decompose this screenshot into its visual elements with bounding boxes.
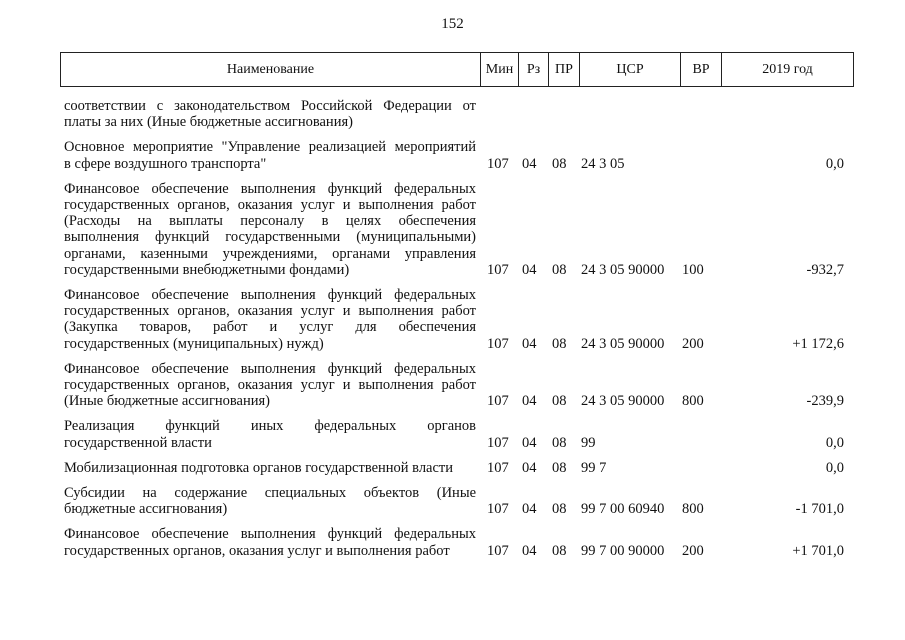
min-cell: 107 [487,542,509,559]
pr-cell: 08 [552,542,567,559]
csr-cell: 24 3 05 90000 [581,393,665,410]
row-name-line: государственных органов, оказания услуг и выполнения работ [64,542,450,559]
vr-cell: 100 [682,261,704,278]
pr-cell: 08 [552,501,567,518]
header-name: Наименование [61,53,481,87]
amount-cell: 0,0 [825,459,844,476]
row-name-line: государственными внебюджетными фондами) [64,261,350,278]
csr-cell: 24 3 05 90000 [581,261,665,278]
rz-cell: 04 [522,434,537,451]
pr-cell: 08 [552,459,567,476]
row-name-line: соответствии с законодательством Российской Федерации от [64,98,476,114]
csr-cell: 99 7 00 60940 [581,501,665,518]
amount-cell: 0,0 [825,434,844,451]
row-name-line: (Закупка товаров, работ и услуг для обеспечения [64,319,476,336]
row-name-line: (Иные бюджетные ассигнования) [64,393,271,410]
min-cell: 107 [487,393,509,410]
rz-cell: 04 [522,459,537,476]
row-name-line: органами, казенными учреждениями, органами управления [64,245,476,262]
table-row [60,139,854,171]
pr-cell: 08 [552,261,567,278]
amount-cell: +1 701,0 [792,542,844,559]
pr-cell: 08 [552,393,567,410]
row-name-line: платы за них (Иные бюджетные ассигнования) [64,114,353,131]
row-name-line: государственных органов, оказания услуг и выполнения работ [64,377,476,394]
csr-cell: 24 3 05 [581,155,625,172]
row-name-line: Финансовое обеспечение выполнения функций федеральных [64,287,476,304]
vr-cell: 800 [682,393,704,410]
row-name-line: выполнения функций государственными (муниципальными) [64,229,476,246]
rz-cell: 04 [522,393,537,410]
table-header [60,52,854,87]
min-cell: 107 [487,501,509,518]
table-row [60,418,854,450]
vr-cell: 800 [682,501,704,518]
budget-table-body [60,98,854,568]
row-name-line: Мобилизационная подготовка органов государственной власти [64,459,454,476]
csr-cell: 99 [581,434,596,451]
table-row [60,526,854,558]
page-number: 152 [441,16,464,32]
min-cell: 107 [487,434,509,451]
csr-cell: 99 7 00 90000 [581,542,665,559]
vr-cell: 200 [682,542,704,559]
header-year: 2019 год [722,53,854,87]
row-name-line: государственных органов, оказания услуг и выполнения работ [64,197,476,214]
csr-cell: 99 7 [581,459,607,476]
row-name-line: государственных органов, оказания услуг и выполнения работ [64,303,476,320]
row-name-line: Реализация функций иных федеральных органов [64,418,476,435]
table-row [60,485,854,517]
row-name-line: Финансовое обеспечение выполнения функций федеральных [64,360,476,377]
row-name-line: Субсидии на содержание специальных объектов (Иные [64,485,476,502]
pr-cell: 08 [552,155,567,172]
header-rz: Рз [519,53,549,87]
row-name-line: государственных (муниципальных) нужд) [64,335,324,352]
table-row [60,98,854,130]
amount-cell: +1 172,6 [792,335,844,352]
row-name-line: Финансовое обеспечение выполнения функций федеральных [64,180,476,197]
table-row [60,287,854,352]
pr-cell: 08 [552,335,567,352]
rz-cell: 04 [522,335,537,352]
min-cell: 107 [487,155,509,172]
rz-cell: 04 [522,542,537,559]
rz-cell: 04 [522,501,537,518]
row-name-line: бюджетные ассигнования) [64,501,228,518]
row-name-line: в сфере воздушного транспорта" [64,155,267,172]
rz-cell: 04 [522,261,537,278]
row-name-line: Основное мероприятие "Управление реализацией мероприятий [64,139,476,156]
min-cell: 107 [487,459,509,476]
table-row [60,181,854,278]
row-name-line: (Расходы на выплаты персоналу в целях обеспечения [64,213,476,230]
header-csr: ЦСР [580,53,681,87]
header-min: Мин [481,53,519,87]
header-pr: ПР [549,53,580,87]
amount-cell: -932,7 [806,261,844,278]
csr-cell: 24 3 05 90000 [581,335,665,352]
rz-cell: 04 [522,155,537,172]
min-cell: 107 [487,335,509,352]
header-vr: ВР [681,53,722,87]
table-row [60,460,854,476]
row-name-line: Финансовое обеспечение выполнения функций федеральных [64,526,476,543]
amount-cell: -239,9 [806,393,844,410]
vr-cell: 200 [682,335,704,352]
table-row [60,361,854,410]
pr-cell: 08 [552,434,567,451]
row-name-line: государственной власти [64,434,212,451]
amount-cell: -1 701,0 [795,501,844,518]
amount-cell: 0,0 [825,155,844,172]
min-cell: 107 [487,261,509,278]
